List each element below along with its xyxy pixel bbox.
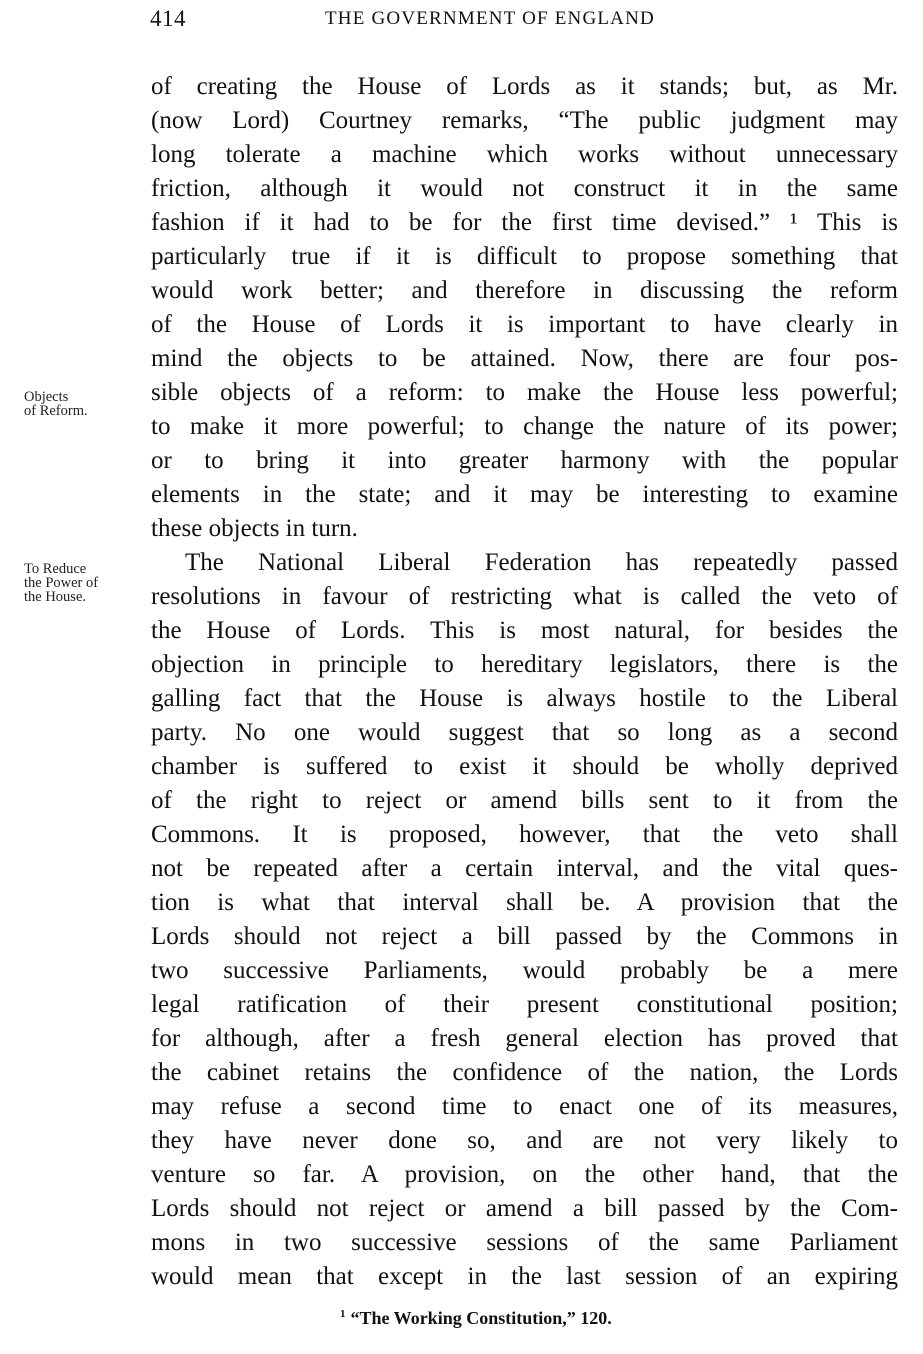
text-line: the cabinet retains the confidence of the nation, the Lords [151,1059,898,1086]
text-line: objection in principle to hereditary legislators, there is the [151,651,898,678]
text-line: particularly true if it is difficult to propose something that [151,243,898,270]
text-line: friction, although it would not construct it in the same [151,175,898,202]
text-line: galling fact that the House is always hostile to the Liberal [151,685,898,712]
text-line: would work better; and therefore in discussing the reform [151,277,898,304]
text-line: chamber is suffered to exist it should be wholly deprived [151,753,898,780]
text-line: party. No one would suggest that so long as a second [151,719,898,746]
text-line: or to bring it into greater harmony with the popular [151,447,898,474]
text-line: sible objects of a reform: to make the House less powerful; [151,379,898,406]
text-line: of the right to reject or amend bills sent to it from the [151,787,898,814]
text-line: these objects in turn. [151,515,358,542]
margin-note-line: the Power of [24,575,99,591]
text-line: mons in two successive sessions of the same Parliament [151,1229,898,1256]
text-line: The National Liberal Federation has repeatedly passed [185,549,898,576]
text-line: mind the objects to be attained. Now, there are four pos- [151,345,898,372]
margin-note-line: To Reduce [24,561,87,577]
text-line: tion is what that interval shall be. A provision that the [151,889,898,916]
text-line: venture so far. A provision, on the other hand, that the [151,1161,898,1188]
text-line: long tolerate a machine which works without unnecessary [151,141,898,168]
running-head: THE GOVERNMENT OF ENGLAND [325,8,655,29]
text-line: Lords should not reject a bill passed by the Commons in [151,923,898,950]
footnote-marker: 1 [340,1308,346,1320]
text-line: of the House of Lords it is important to have clearly in [151,311,898,338]
margin-note-reduce-power [24,562,98,604]
text-line: to make it more powerful; to change the nature of its power; [151,413,898,440]
margin-note-line: of Reform. [24,403,88,419]
footnote [340,1308,612,1329]
text-line: for although, after a fresh general election has proved that [151,1025,898,1052]
margin-note-line: Objects [24,389,69,405]
text-line: they have never done so, and are not very likely to [151,1127,898,1154]
text-line: Lords should not reject or amend a bill passed by the Com- [151,1195,898,1222]
body-text [151,70,898,1294]
text-line: may refuse a second time to enact one of its measures, [151,1093,898,1120]
margin-note-objects-of-reform [24,390,88,418]
footnote-text: “The Working Constitution,” 120. [350,1308,612,1328]
page-header [150,6,900,36]
text-line: not be repeated after a certain interval, and the vital ques- [151,855,898,882]
text-line: two successive Parliaments, would probably be a mere [151,957,898,984]
page-number: 414 [150,6,186,31]
text-line: elements in the state; and it may be interesting to examine [151,481,898,508]
text-line: of creating the House of Lords as it stands; but, as Mr. [151,73,898,100]
margin-note-line: the House. [24,589,87,605]
text-line: would mean that except in the last session of an expiring [151,1263,898,1290]
text-line: Commons. It is proposed, however, that the veto shall [151,821,898,848]
text-line: the House of Lords. This is most natural, for besides the [151,617,898,644]
text-line: legal ratification of their present constitutional position; [151,991,898,1018]
text-line: (now Lord) Courtney remarks, “The public judgment may [151,107,898,134]
text-line: resolutions in favour of restricting what is called the veto of [151,583,898,610]
text-line: fashion if it had to be for the first time devised.” ¹ This is [151,209,898,236]
